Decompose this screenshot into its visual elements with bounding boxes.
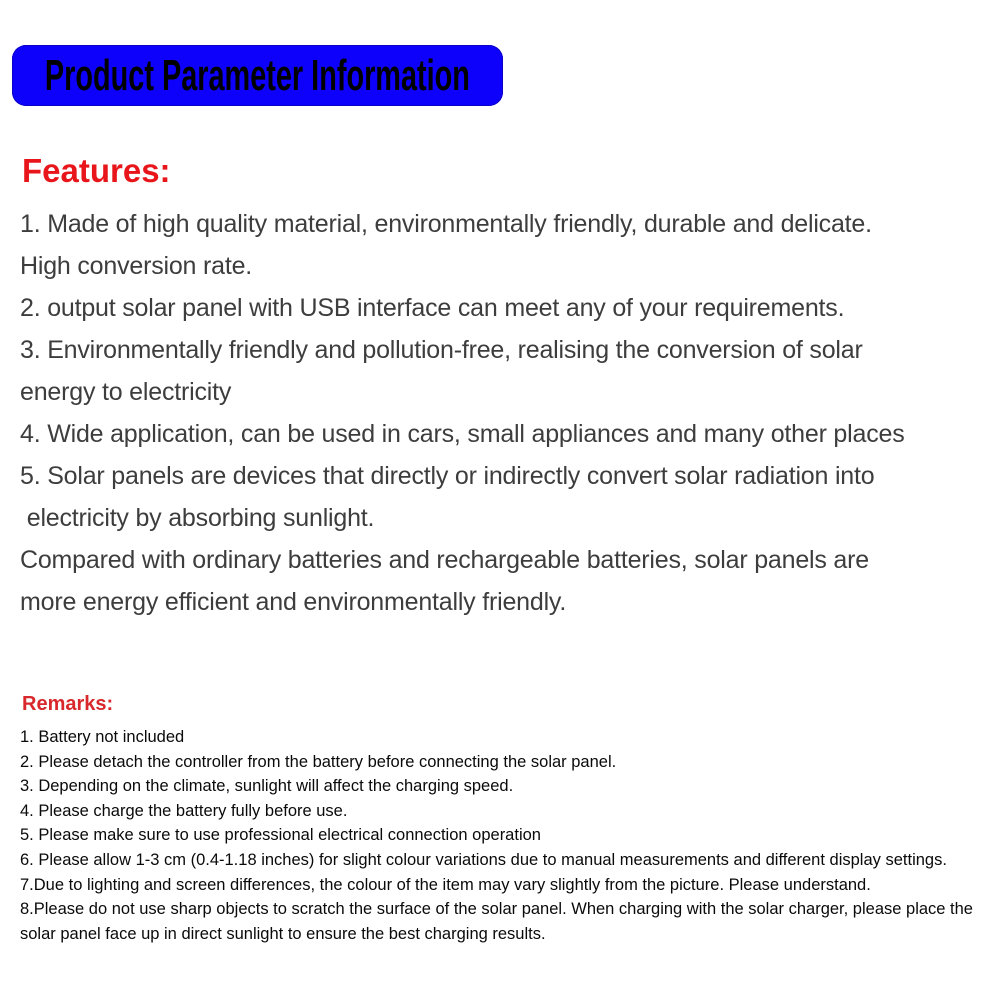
feature-line: High conversion rate. [20, 252, 253, 280]
features-list [20, 203, 980, 623]
remark-item: 1. Battery not included [20, 728, 185, 746]
remarks-list [20, 725, 998, 946]
feature-line: more energy efficient and environmentally friendly. [20, 588, 567, 616]
feature-line: 2. output solar panel with USB interface can meet any of your requirements. [20, 294, 845, 322]
remark-item: 3. Depending on the climate, sunlight will affect the charging speed. [20, 777, 514, 796]
feature-line: energy to electricity [20, 378, 232, 406]
feature-line: 4. Wide application, can be used in cars, small appliances and many other places [20, 420, 905, 448]
feature-line: 5. Solar panels are devices that directly or indirectly convert solar radiation into [20, 462, 875, 490]
remark-item: 7.Due to lighting and screen differences, the colour of the item may vary slightly from the picture. Please understand. [20, 875, 871, 894]
feature-line: 1. Made of high quality material, environmentally friendly, durable and delicate. [20, 210, 872, 238]
feature-line: electricity by absorbing sunlight. [20, 504, 375, 532]
remark-item: 8.Please do not use sharp objects to scratch the surface of the solar panel. When charging with the solar charger, please place the solar panel face up in direct sunlight to ensure the best charging results. [20, 900, 978, 943]
features-heading: Features: [22, 152, 171, 189]
title-banner-label: Product Parameter Information [45, 50, 470, 100]
remark-item: 4. Please charge the battery fully before use. [20, 801, 348, 820]
feature-line: 3. Environmentally friendly and pollution-free, realising the conversion of solar [20, 336, 863, 364]
remark-item: 6. Please allow 1-3 cm (0.4-1.18 inches) for slight colour variations due to manual measurements and different display settings. [20, 850, 947, 869]
remarks-heading: Remarks: [22, 693, 114, 715]
remark-item: 5. Please make sure to use professional electrical connection operation [20, 826, 541, 845]
remark-item: 2. Please detach the controller from the battery before connecting the solar panel. [20, 752, 617, 771]
title-banner [12, 45, 503, 106]
feature-line: Compared with ordinary batteries and rechargeable batteries, solar panels are [20, 546, 869, 574]
